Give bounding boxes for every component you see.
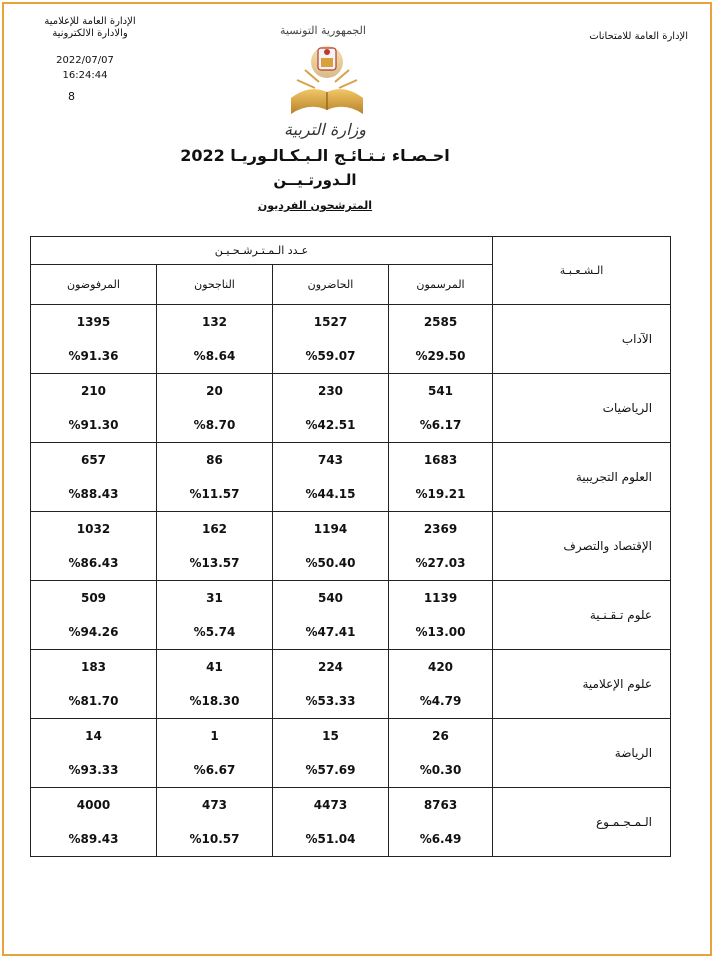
value-cell [31, 374, 157, 443]
value-cell [389, 512, 493, 581]
value-cell [389, 719, 493, 788]
timestamp [48, 53, 122, 83]
value-cell [273, 581, 389, 650]
percent-value: %10.57 [189, 832, 240, 846]
value-cell [389, 443, 493, 512]
table-row [31, 305, 671, 374]
count-value: 2369 [423, 522, 458, 536]
count-value: 20 [206, 384, 223, 398]
value-cell [31, 512, 157, 581]
value-cell [273, 788, 389, 857]
table-row [31, 581, 671, 650]
value-cell [389, 788, 493, 857]
count-value: 743 [317, 453, 344, 467]
branch-label: الآداب [493, 305, 671, 374]
value-cell [273, 512, 389, 581]
percent-value: %27.03 [415, 556, 466, 570]
count-value: 8763 [423, 798, 458, 812]
count-value: 540 [317, 591, 344, 605]
col-passed: الناجحون [157, 265, 273, 305]
percent-value: %86.43 [68, 556, 119, 570]
ministry-emblem-icon [285, 40, 369, 122]
value-cell [157, 305, 273, 374]
table-row [31, 512, 671, 581]
value-cell [31, 719, 157, 788]
col-rejected: المرفوضون [31, 265, 157, 305]
percent-value: %8.70 [193, 418, 236, 432]
count-value: 1032 [76, 522, 111, 536]
issuer-department-right: الإدارة العامة للامتحانات [589, 31, 688, 42]
count-value: 1527 [313, 315, 348, 329]
count-value: 4000 [76, 798, 111, 812]
value-cell [31, 650, 157, 719]
value-cell [273, 650, 389, 719]
value-cell [273, 719, 389, 788]
percent-value: %91.30 [68, 418, 119, 432]
table-row [31, 650, 671, 719]
count-value: 86 [206, 453, 223, 467]
table-row [31, 719, 671, 788]
branch-label: الـمـجـمـوع [493, 788, 671, 857]
value-cell [157, 374, 273, 443]
value-cell [157, 788, 273, 857]
print-time: 16:24:44 [62, 70, 108, 81]
value-cell [389, 650, 493, 719]
percent-value: %53.33 [305, 694, 356, 708]
value-cell [31, 305, 157, 374]
value-cell [31, 788, 157, 857]
table-row [31, 443, 671, 512]
percent-value: %44.15 [305, 487, 356, 501]
col-present: الحاضرون [273, 265, 389, 305]
value-cell [389, 305, 493, 374]
republic-label: الجمهورية التونسية [280, 24, 366, 37]
branch-header: الـشـعـبـة [493, 237, 671, 305]
percent-value: %57.69 [305, 763, 356, 777]
percent-value: %93.33 [68, 763, 119, 777]
print-date: 2022/07/07 [56, 55, 114, 66]
count-value: 14 [85, 729, 102, 743]
candidate-category: المترشحون الفرديون [257, 199, 373, 212]
value-cell [31, 581, 157, 650]
percent-value: %50.40 [305, 556, 356, 570]
count-value: 1 [210, 729, 219, 743]
percent-value: %91.36 [68, 349, 119, 363]
percent-value: %88.43 [68, 487, 119, 501]
value-cell [157, 650, 273, 719]
percent-value: %5.74 [193, 625, 236, 639]
value-cell [157, 512, 273, 581]
count-value: 15 [322, 729, 339, 743]
value-cell [157, 719, 273, 788]
percent-value: %42.51 [305, 418, 356, 432]
branch-label: الرياضة [493, 719, 671, 788]
issuer-department-left [36, 16, 144, 40]
value-cell [389, 581, 493, 650]
value-cell [273, 443, 389, 512]
count-value: 31 [206, 591, 223, 605]
percent-value: %47.41 [305, 625, 356, 639]
percent-value: %8.64 [193, 349, 236, 363]
page-number: 8 [68, 90, 75, 103]
count-value: 473 [201, 798, 228, 812]
candidate-count-header: عـدد الـمـتـرشـحـيـن [31, 237, 493, 265]
count-value: 420 [427, 660, 454, 674]
percent-value: %6.67 [193, 763, 236, 777]
branch-label: الإقتصاد والتصرف [493, 512, 671, 581]
branch-label: علوم تـقـنـية [493, 581, 671, 650]
percent-value: %81.70 [68, 694, 119, 708]
count-value: 230 [317, 384, 344, 398]
value-cell [273, 374, 389, 443]
percent-value: %18.30 [189, 694, 240, 708]
value-cell [389, 374, 493, 443]
col-registered: المرسمون [389, 265, 493, 305]
count-value: 1683 [423, 453, 458, 467]
percent-value: %89.43 [68, 832, 119, 846]
count-value: 162 [201, 522, 228, 536]
percent-value: %94.26 [68, 625, 119, 639]
count-value: 224 [317, 660, 344, 674]
issuer-line-2: والادارة الالكترونية [52, 28, 128, 39]
percent-value: %0.30 [419, 763, 462, 777]
branch-label: العلوم التجريبية [493, 443, 671, 512]
percent-value: %51.04 [305, 832, 356, 846]
count-value: 132 [201, 315, 228, 329]
percent-value: %4.79 [419, 694, 462, 708]
value-cell [157, 581, 273, 650]
percent-value: %6.49 [419, 832, 462, 846]
results-table [30, 236, 671, 857]
count-value: 1194 [313, 522, 348, 536]
value-cell [31, 443, 157, 512]
percent-value: %29.50 [415, 349, 466, 363]
count-value: 41 [206, 660, 223, 674]
count-value: 1139 [423, 591, 458, 605]
ministry-label: وزارة التربية [284, 120, 366, 139]
issuer-line-1: الإدارة العامة للإعلامية [44, 16, 136, 27]
count-value: 2585 [423, 315, 458, 329]
percent-value: %13.57 [189, 556, 240, 570]
count-value: 1395 [76, 315, 111, 329]
count-value: 657 [80, 453, 107, 467]
percent-value: %19.21 [415, 487, 466, 501]
count-value: 509 [80, 591, 107, 605]
percent-value: %11.57 [189, 487, 240, 501]
branch-label: علوم الإعلامية [493, 650, 671, 719]
count-value: 26 [432, 729, 449, 743]
percent-value: %59.07 [305, 349, 356, 363]
count-value: 541 [427, 384, 454, 398]
value-cell [157, 443, 273, 512]
table-row [31, 374, 671, 443]
count-value: 183 [80, 660, 107, 674]
count-value: 4473 [313, 798, 348, 812]
count-value: 210 [80, 384, 107, 398]
report-title: احـصـاء نـتـائـج الـبـكـالـوريـا 2022 [180, 146, 450, 165]
percent-value: %6.17 [419, 418, 462, 432]
value-cell [273, 305, 389, 374]
report-subtitle: الـدورتـيــن [273, 171, 357, 189]
percent-value: %13.00 [415, 625, 466, 639]
branch-label: الرياضيات [493, 374, 671, 443]
table-row [31, 788, 671, 857]
